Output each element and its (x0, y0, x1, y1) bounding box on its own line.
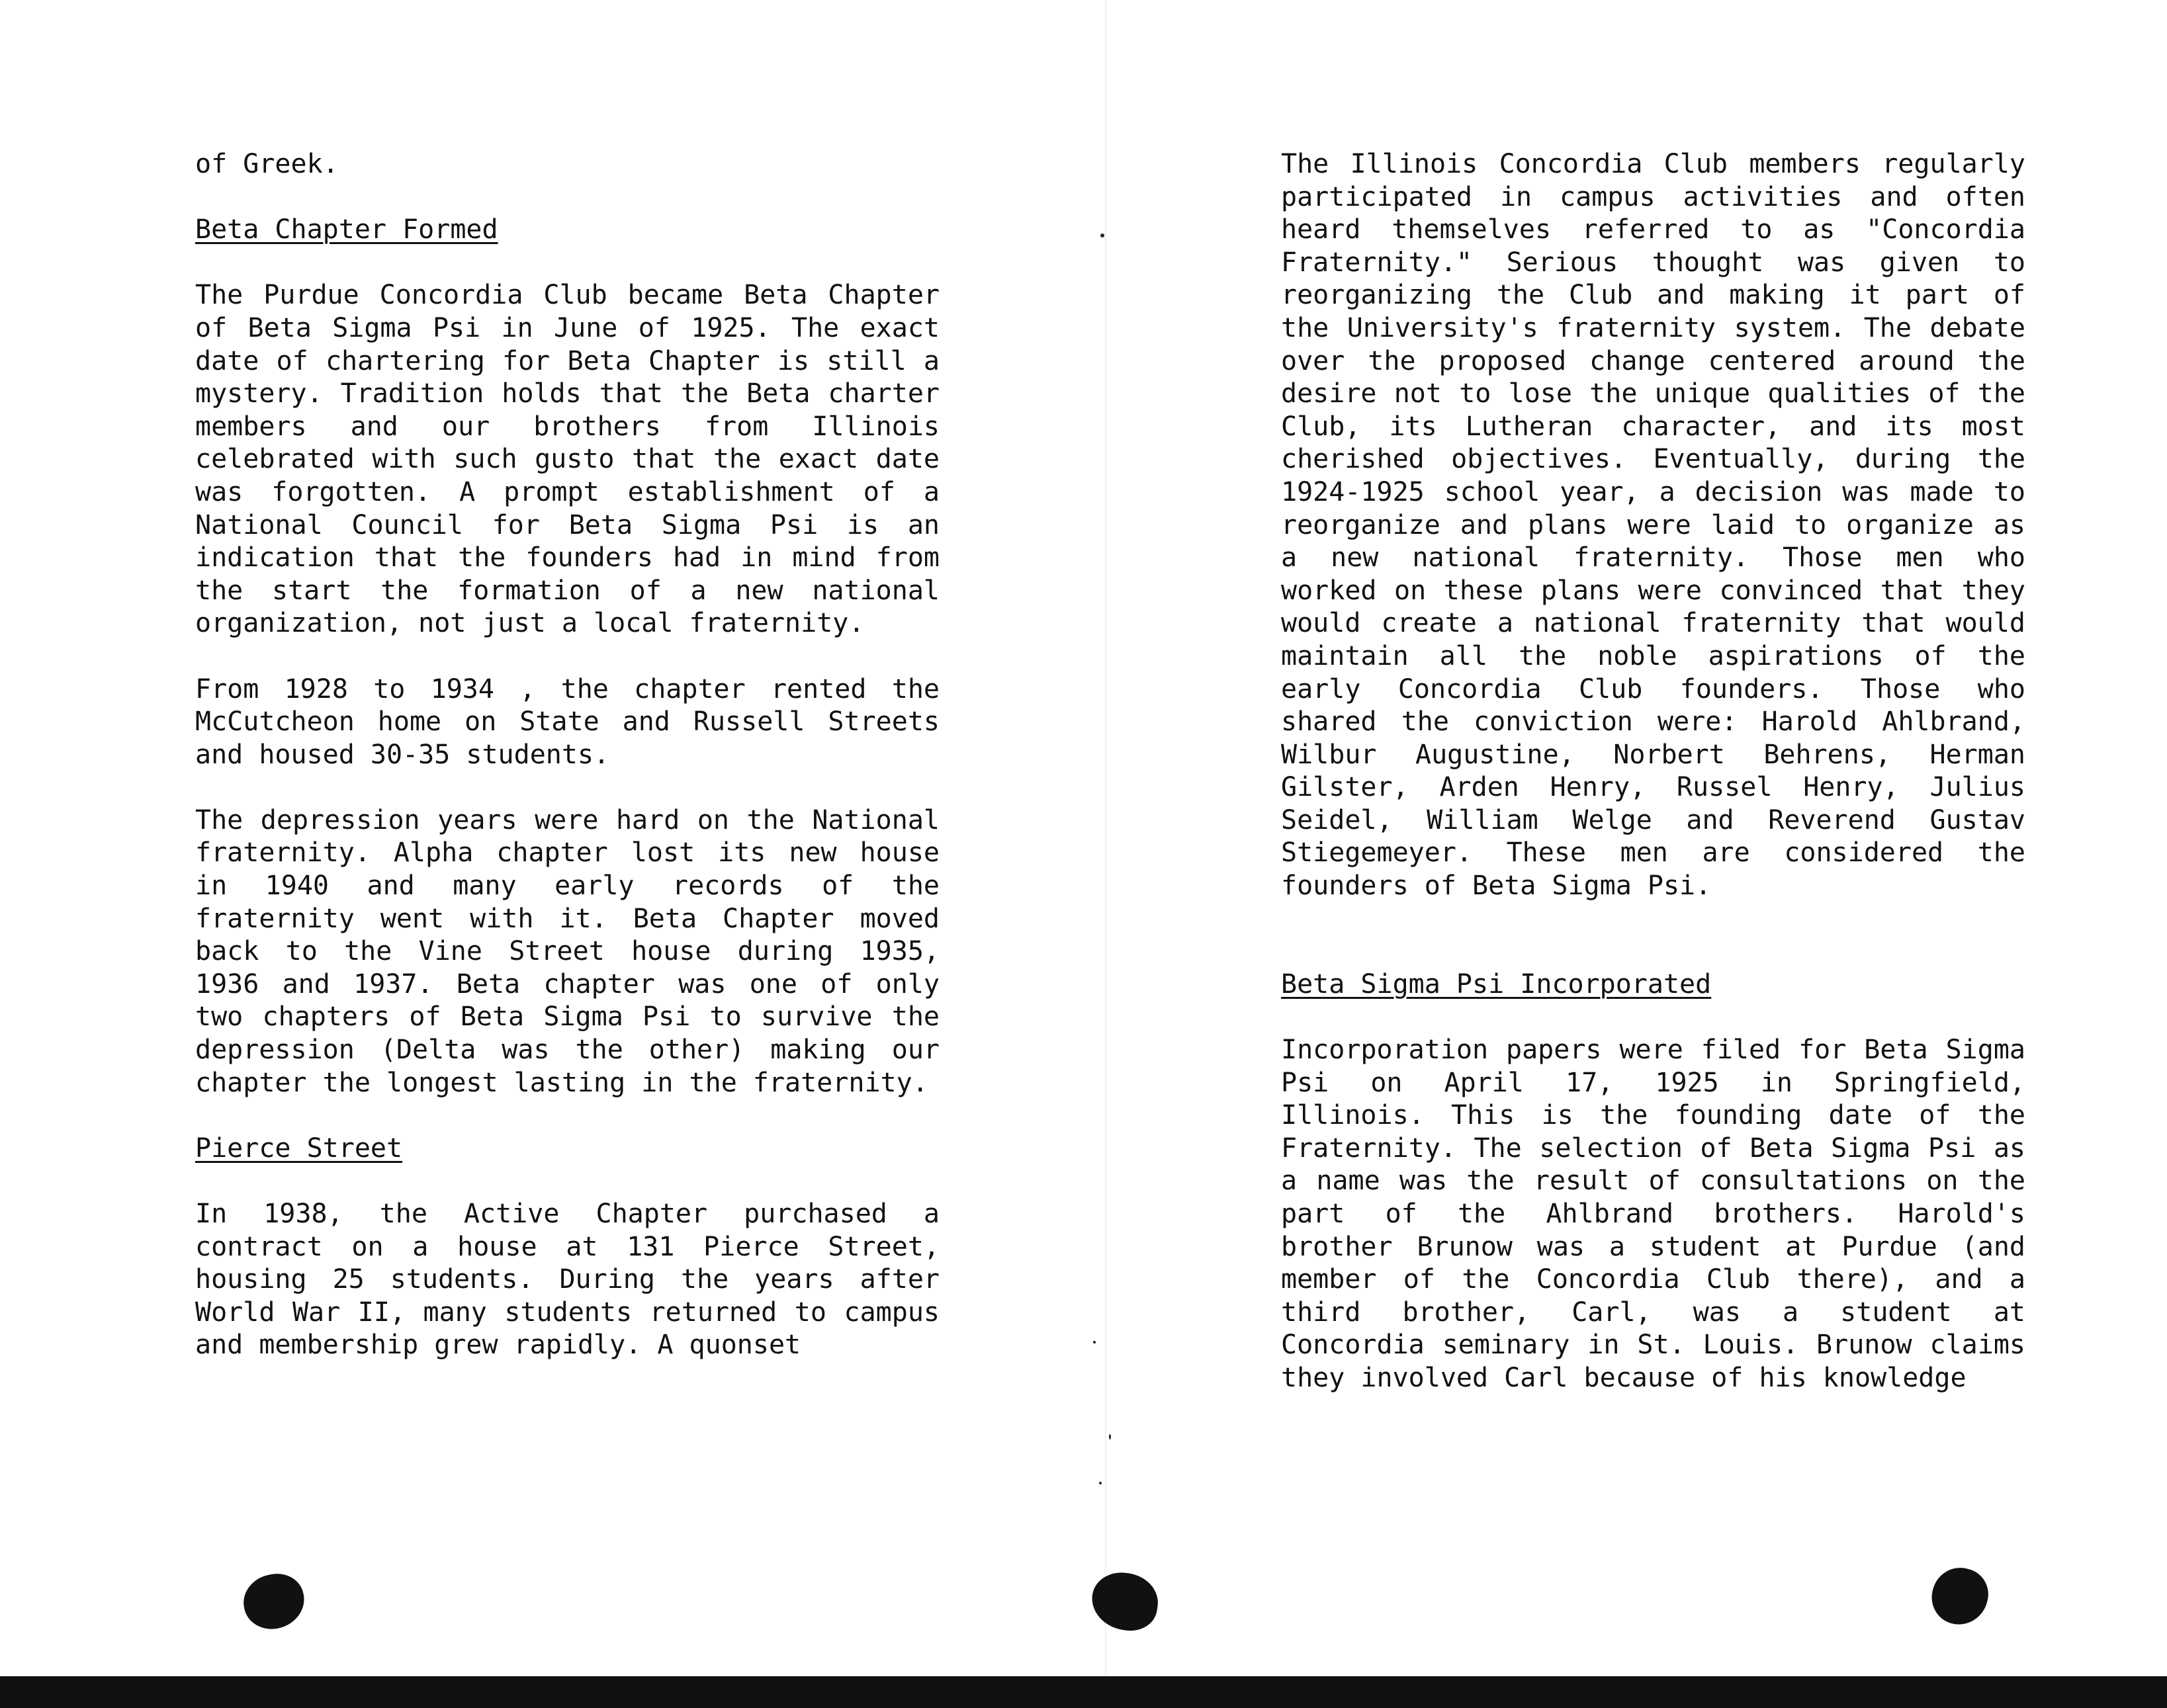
paragraph-mccutcheon-home: From 1928 to 1934 , the chapter rented the McCutcheon home on State and Russell Streets and housed 30-35 students. (195, 673, 940, 770)
speck-mark (1099, 1482, 1102, 1484)
paragraph-incorporation-papers: Incorporation papers were filed for Beta Sigma Psi on April 17, 1925 in Springfield, Illinois. This is the founding date of the Fraternity. The selection of Beta Sigma Psi as a name was the result of consultations on the part of the Ahlbrand brothers. Harold's brother Brunow was a student at Purdue (and member of the Concordia Club there), and a third brother, Carl, was a student at Concordia seminary in St. Louis. Brunow claims they involved Carl because of his knowledge (1281, 1035, 2025, 1393)
punch-hole-left (238, 1568, 309, 1634)
punch-hole-center (1088, 1568, 1162, 1634)
intro-fragment: of Greek. (195, 149, 339, 179)
speck-mark (1100, 234, 1104, 237)
paragraph-depression-years: The depression years were hard on the National fraternity. Alpha chapter lost its new house in 1940 and many early records of the fraternity went with it. Beta Chapter moved back to the Vine Street house during 1935, 1936 and 1937. Beta chapter was one of only two chapters of Beta Sigma Psi to survive the depression (Delta was the other) making our chapter the longest lasting in the fraternity. (195, 804, 940, 1098)
heading-beta-chapter-formed: Beta Chapter Formed (195, 214, 498, 245)
paragraph-purdue-concordia: The Purdue Concordia Club became Beta Chapter of Beta Sigma Psi in June of 1925. The exact date of chartering for Beta Chapter is still a mystery. Tradition holds that the Beta charter members and our brothers from Illinois celebrated with such gusto that the exact date was forgotten. A prompt establishment of a National Council for Beta Sigma Psi is an indication that the founders had in mind from the start the formation of a new national organization, not just a local fraternity. (195, 280, 940, 639)
paragraph-pierce-street-house: In 1938, the Active Chapter purchased a contract on a house at 131 Pierce Street, housing 25 students. During the years after World War II, many students returned to campus and membership grew rapidly. A quonset (195, 1199, 940, 1361)
speck-mark (1109, 1434, 1111, 1439)
heading-beta-sigma-psi-incorporated: Beta Sigma Psi Incorporated (1281, 968, 1712, 1000)
right-page (1281, 148, 2025, 1428)
paragraph-illinois-concordia: The Illinois Concordia Club members regularly participated in campus activities and often heard themselves referred to as "Concordia Fraternity." Serious thought was given to reorganizing the Club and making it part of the University's fraternity system. The debate over the proposed change centered around the desire not to lose the unique qualities of the Club, its Lutheran character, and its most cherished objectives. Eventually, during the 1924-1925 school year, a decision was made to reorganize and plans were laid to organize as a new national fraternity. Those men who worked on these plans were convinced that they would create a national fraternity that would maintain all the noble aspirations of the early Concordia Club founders. Those who shared the conviction were: Harold Ahlbrand, Wilbur Augustine, Norbert Behrens, Herman Gilster, Arden Henry, Russel Henry, Julius Seidel, William Welge and Reverend Gustav Stiegemeyer. These men are considered the founders of Beta Sigma Psi. (1281, 149, 2025, 902)
speck-mark (1093, 1341, 1096, 1344)
punch-hole-right (1925, 1562, 1994, 1631)
scan-bottom-edge (0, 1676, 2167, 1708)
fold-line (1105, 0, 1106, 1676)
heading-pierce-street: Pierce Street (195, 1132, 403, 1164)
left-page (195, 148, 940, 1395)
section-spacer (1281, 935, 2025, 968)
